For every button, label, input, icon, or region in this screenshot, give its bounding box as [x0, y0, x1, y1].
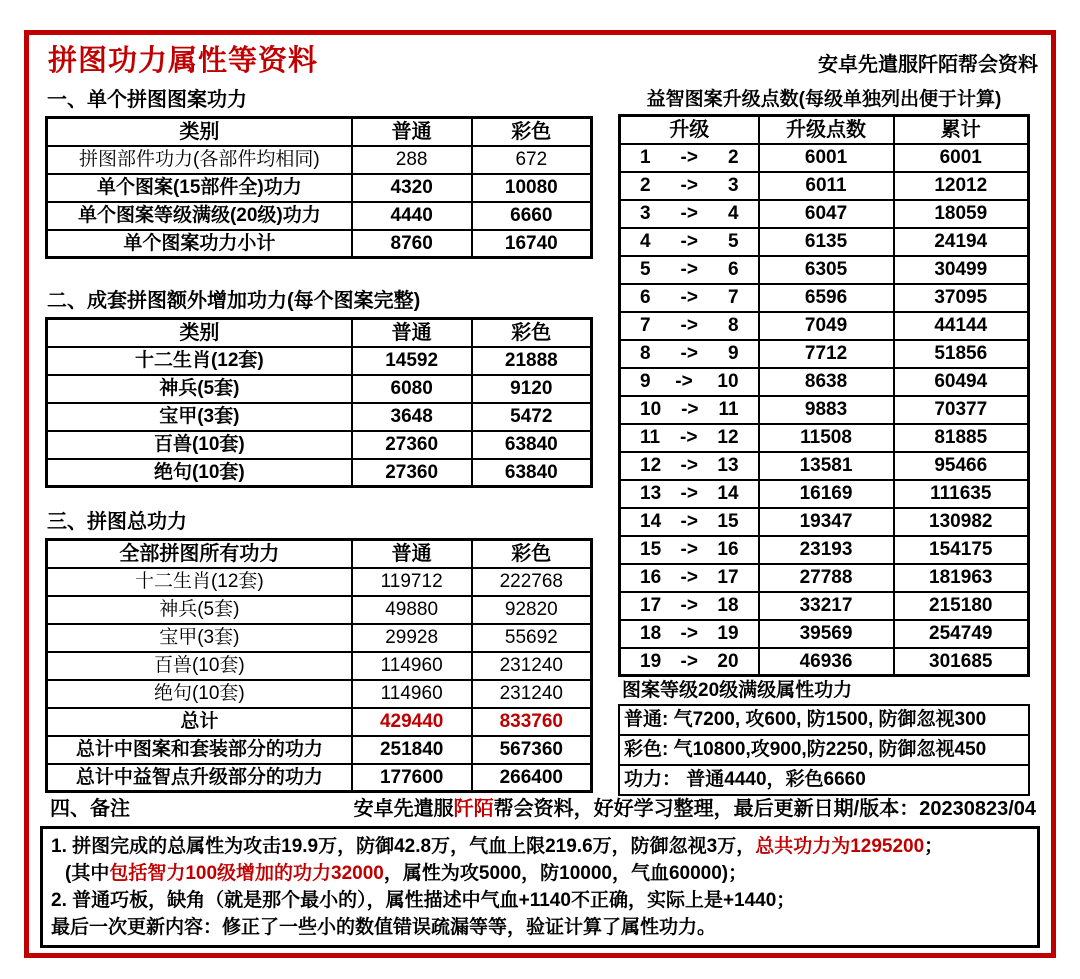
- table-cell: 4320: [352, 174, 472, 202]
- attr-row-color: 彩色: 气10800,攻900,防2250, 防御忽视450: [620, 736, 1028, 766]
- table-row: [620, 452, 1029, 480]
- table-cell: 3648: [352, 403, 472, 431]
- table-row: [47, 736, 592, 764]
- text-segment: ；: [924, 836, 944, 857]
- text-segment: (其中: [65, 863, 110, 884]
- source-label: 安卓先遣服阡陌帮会资料: [818, 54, 1038, 76]
- column-header: 彩色: [472, 540, 592, 568]
- level-value: 11: [640, 427, 661, 448]
- section4-heading: 四、备注: [50, 798, 130, 820]
- level-value: 19: [717, 623, 739, 644]
- upgrade-range: [623, 568, 756, 587]
- table-row: [47, 403, 592, 431]
- text-segment: 总共功力为1295200: [755, 836, 925, 857]
- table-row: [47, 680, 592, 708]
- right-column: [618, 88, 1030, 796]
- header-row: [47, 118, 592, 146]
- section1-heading: 一、单个拼图图案功力: [47, 89, 247, 111]
- table-row: [620, 564, 1029, 592]
- level-value: 20: [717, 650, 739, 672]
- table-cell: [620, 256, 759, 284]
- note-line-3: [51, 887, 1029, 914]
- table-cell: 215180: [894, 592, 1029, 620]
- table-row: [620, 536, 1029, 564]
- upgrade-range: [623, 232, 756, 251]
- table-row: [47, 624, 592, 652]
- table-row: [620, 256, 1029, 284]
- single-pattern-power-table: [45, 116, 593, 259]
- table-cell: 37095: [894, 284, 1029, 312]
- table-cell: 63840: [472, 431, 592, 459]
- table-cell: 12012: [894, 172, 1029, 200]
- table-cell: 绝句(10套): [47, 459, 352, 487]
- notes-meta-text: [354, 797, 1036, 821]
- table-cell: 5472: [472, 403, 592, 431]
- table-cell: [620, 340, 759, 368]
- table-cell: 宝甲(3套): [47, 624, 352, 652]
- column-header: 类别: [47, 118, 352, 146]
- table-row: [620, 620, 1029, 648]
- table-cell: [620, 424, 759, 452]
- table-cell: 宝甲(3套): [47, 403, 352, 431]
- note-line-4: [51, 914, 1029, 941]
- table-row: [47, 174, 592, 202]
- table-cell: 总计中益智点升级部分的功力: [47, 764, 352, 792]
- upgrade-range: [623, 204, 756, 223]
- table-cell: [620, 480, 759, 508]
- upgrade-range: [623, 596, 756, 615]
- table-cell: [620, 284, 759, 312]
- level-value: 13: [717, 455, 739, 476]
- table-cell: 130982: [894, 508, 1029, 536]
- level-value: 12: [640, 455, 662, 476]
- table-cell: 8638: [759, 368, 894, 396]
- table-cell: 14592: [352, 347, 472, 375]
- table-cell: 266400: [472, 764, 592, 792]
- upgrade-range: [623, 512, 756, 531]
- table-cell: 6001: [759, 144, 894, 172]
- table-cell: 119712: [352, 568, 472, 596]
- column-header: 普通: [352, 319, 472, 347]
- table-cell: [620, 396, 759, 424]
- table-cell: 23193: [759, 536, 894, 564]
- table-row: [620, 340, 1029, 368]
- table-cell: [620, 144, 759, 172]
- table-cell: 33217: [759, 592, 894, 620]
- table-cell: 单个图案(15部件全)功力: [47, 174, 352, 202]
- table-row: [47, 652, 592, 680]
- table-cell: 833760: [472, 708, 592, 736]
- level-value: 19: [640, 650, 662, 672]
- table-cell: 百兽(10套): [47, 652, 352, 680]
- level-value: 13: [640, 483, 662, 504]
- table-cell: 154175: [894, 536, 1029, 564]
- table-cell: 251840: [352, 736, 472, 764]
- level-value: 9: [727, 343, 739, 364]
- total-power-table: [45, 538, 593, 793]
- level-value: 16: [640, 567, 662, 588]
- column-header: 升级: [620, 116, 759, 144]
- header-row: [47, 319, 592, 347]
- table-cell: 288: [352, 146, 472, 174]
- table-cell: 9883: [759, 396, 894, 424]
- table-cell: 单个图案等级满级(20级)功力: [47, 202, 352, 230]
- table-cell: 6596: [759, 284, 894, 312]
- notes-section: [40, 797, 1040, 948]
- table-cell: 拼图部件功力(各部件均相同): [47, 146, 352, 174]
- section3-heading: 三、拼图总功力: [47, 511, 187, 533]
- table-cell: 十二生肖(12套): [47, 568, 352, 596]
- level-value: 15: [640, 539, 662, 560]
- table-cell: 6135: [759, 228, 894, 256]
- table-cell: 6011: [759, 172, 894, 200]
- table-cell: 18059: [894, 200, 1029, 228]
- page-title: 拼图功力属性等资料: [48, 45, 319, 77]
- arrow-glyph: ->: [680, 567, 698, 588]
- upgrade-range: [623, 428, 756, 447]
- table-cell: 6080: [352, 375, 472, 403]
- header-row: [620, 116, 1029, 144]
- level-value: 3: [727, 175, 739, 196]
- upgrade-range: [623, 316, 756, 335]
- table-cell: [620, 508, 759, 536]
- table-cell: 60494: [894, 368, 1029, 396]
- table-row: [47, 230, 592, 258]
- table-cell: 6305: [759, 256, 894, 284]
- upgrade-range: [623, 624, 756, 643]
- table-row: [47, 375, 592, 403]
- table-cell: [620, 648, 759, 676]
- table-row: [620, 508, 1029, 536]
- table-cell: [620, 564, 759, 592]
- level-value: 8: [640, 343, 651, 364]
- level-value: 2: [640, 175, 651, 196]
- max-level-label: 图案等级20级满级属性功力: [622, 680, 853, 701]
- table-cell: 绝句(10套): [47, 680, 352, 708]
- column-header: 彩色: [472, 118, 592, 146]
- table-cell: 十二生肖(12套): [47, 347, 352, 375]
- table-cell: 神兵(5套): [47, 375, 352, 403]
- table-cell: 70377: [894, 396, 1029, 424]
- table-row: [47, 431, 592, 459]
- text-segment: 2. 普通巧板，缺角（就是那个最小的），属性描述中气血+1140不正确，实际上是+1440；: [51, 890, 796, 911]
- arrow-glyph: ->: [680, 511, 698, 532]
- table-cell: 24194: [894, 228, 1029, 256]
- table-cell: [620, 172, 759, 200]
- table-row: [47, 146, 592, 174]
- table-row: [620, 480, 1029, 508]
- level-value: 12: [717, 427, 739, 448]
- table-cell: 231240: [472, 652, 592, 680]
- note-line-1: [51, 833, 1029, 860]
- table-row: [620, 200, 1029, 228]
- upgrade-range: [623, 344, 756, 363]
- table-cell: [620, 228, 759, 256]
- table-cell: 672: [472, 146, 592, 174]
- table-cell: 254749: [894, 620, 1029, 648]
- table-cell: 6047: [759, 200, 894, 228]
- table-cell: 429440: [352, 708, 472, 736]
- table-cell: 7049: [759, 312, 894, 340]
- level-value: 4: [640, 231, 651, 252]
- arrow-glyph: ->: [680, 539, 698, 560]
- upgrade-table-title: 益智图案升级点数(每级单独列出便于计算): [646, 89, 1002, 110]
- table-cell: 10080: [472, 174, 592, 202]
- table-cell: 27788: [759, 564, 894, 592]
- table-cell: 30499: [894, 256, 1029, 284]
- level-value: 11: [718, 399, 739, 420]
- table-row: [620, 648, 1029, 676]
- table-row: [47, 568, 592, 596]
- level-value: 10: [640, 399, 662, 420]
- table-cell: 7712: [759, 340, 894, 368]
- arrow-glyph: ->: [680, 343, 698, 364]
- table-cell: 13581: [759, 452, 894, 480]
- level-value: 8: [727, 315, 739, 336]
- table-cell: [620, 368, 759, 396]
- table-cell: 总计: [47, 708, 352, 736]
- column-header: 升级点数: [759, 116, 894, 144]
- level-value: 14: [717, 483, 739, 504]
- table-cell: 27360: [352, 459, 472, 487]
- level-value: 17: [717, 567, 739, 588]
- table-cell: 6660: [472, 202, 592, 230]
- table-cell: 27360: [352, 431, 472, 459]
- arrow-glyph: ->: [680, 623, 698, 644]
- upgrade-range: [623, 400, 756, 419]
- level-value: 4: [727, 203, 739, 224]
- arrow-glyph: ->: [675, 371, 693, 392]
- arrow-glyph: ->: [681, 399, 699, 420]
- level-value: 3: [640, 203, 651, 224]
- table-row: [620, 228, 1029, 256]
- column-header: 彩色: [472, 319, 592, 347]
- upgrade-range: [623, 456, 756, 475]
- level-value: 16: [717, 539, 739, 560]
- table-cell: 19347: [759, 508, 894, 536]
- table-row: [47, 708, 592, 736]
- table-row: [47, 459, 592, 487]
- table-cell: 114960: [352, 652, 472, 680]
- upgrade-range: [623, 652, 756, 671]
- table-row: [47, 764, 592, 792]
- notes-box: [40, 826, 1040, 948]
- max-level-attributes-box: [618, 704, 1030, 796]
- level-value: 7: [727, 287, 739, 308]
- table-row: [620, 284, 1029, 312]
- table-cell: [620, 620, 759, 648]
- column-header: 全部拼图所有功力: [47, 540, 352, 568]
- text-segment: 包括智力100级增加的功力32000: [109, 863, 384, 884]
- text-segment: 阡陌: [453, 798, 494, 820]
- table-cell: 4440: [352, 202, 472, 230]
- table-cell: 11508: [759, 424, 894, 452]
- text-segment: 1. 拼图完成的总属性为攻击19.9万，防御42.8万，气血上限219.6万，防御忽视3万，: [51, 836, 756, 857]
- table-cell: 46936: [759, 648, 894, 676]
- attr-row-power: 功力： 普通4440，彩色6660: [624, 769, 866, 790]
- level-value: 6: [640, 287, 651, 308]
- level-value: 15: [717, 511, 739, 532]
- table-row: [620, 144, 1029, 172]
- level-value: 7: [640, 315, 651, 336]
- arrow-glyph: ->: [680, 287, 698, 308]
- arrow-glyph: ->: [680, 175, 698, 196]
- table-cell: 63840: [472, 459, 592, 487]
- arrow-glyph: ->: [680, 650, 698, 672]
- table-cell: 8760: [352, 230, 472, 258]
- arrow-glyph: ->: [680, 595, 698, 616]
- table-cell: 81885: [894, 424, 1029, 452]
- table-row: [620, 312, 1029, 340]
- level-value: 6: [727, 259, 739, 280]
- table-cell: [620, 592, 759, 620]
- text-segment: 安卓先遣服: [353, 798, 454, 820]
- table-cell: [620, 200, 759, 228]
- table-cell: 9120: [472, 375, 592, 403]
- table-cell: [620, 536, 759, 564]
- table-cell: 总计中图案和套装部分的功力: [47, 736, 352, 764]
- table-cell: 百兽(10套): [47, 431, 352, 459]
- arrow-glyph: ->: [680, 427, 698, 448]
- attr-row-normal: 普通: 气7200, 攻600, 防1500, 防御忽视300: [620, 706, 1028, 736]
- table-cell: 231240: [472, 680, 592, 708]
- table-row: [47, 596, 592, 624]
- table-cell: 39569: [759, 620, 894, 648]
- upgrade-range: [623, 288, 756, 307]
- level-value: 14: [640, 511, 662, 532]
- table-cell: 49880: [352, 596, 472, 624]
- upgrade-range: [623, 372, 756, 391]
- set-bonus-power-table: [45, 317, 593, 488]
- table-cell: 单个图案功力小计: [47, 230, 352, 258]
- upgrade-points-table: [618, 114, 1030, 677]
- table-row: [620, 172, 1029, 200]
- upgrade-range: [623, 484, 756, 503]
- table-cell: 95466: [894, 452, 1029, 480]
- arrow-glyph: ->: [680, 147, 698, 168]
- arrow-glyph: ->: [680, 455, 698, 476]
- table-cell: 29928: [352, 624, 472, 652]
- text-segment: ，属性为攻5000，防10000，气血60000)；: [383, 863, 748, 884]
- header-row: [47, 540, 592, 568]
- table-cell: 44144: [894, 312, 1029, 340]
- arrow-glyph: ->: [680, 315, 698, 336]
- note-line-2: [51, 860, 1029, 887]
- left-column: [45, 88, 593, 793]
- table-row: [620, 592, 1029, 620]
- text-segment: 帮会资料，好好学习整理，最后更新日期/版本：20230823/04: [493, 798, 1036, 820]
- table-cell: 177600: [352, 764, 472, 792]
- level-value: 2: [727, 147, 739, 168]
- column-header: 普通: [352, 118, 472, 146]
- table-cell: 222768: [472, 568, 592, 596]
- column-header: 普通: [352, 540, 472, 568]
- table-cell: 16740: [472, 230, 592, 258]
- table-cell: 16169: [759, 480, 894, 508]
- level-value: 18: [640, 623, 662, 644]
- arrow-glyph: ->: [680, 483, 698, 504]
- upgrade-range: [623, 148, 756, 167]
- table-cell: 21888: [472, 347, 592, 375]
- level-value: 1: [640, 147, 651, 168]
- notes-header-line: [40, 797, 1040, 821]
- upgrade-range: [623, 176, 756, 195]
- level-value: 9: [640, 371, 651, 392]
- level-value: 17: [640, 595, 662, 616]
- arrow-glyph: ->: [680, 203, 698, 224]
- level-value: 18: [717, 595, 739, 616]
- section2-heading: 二、成套拼图额外增加功力(每个图案完整): [47, 290, 421, 312]
- upgrade-range: [623, 260, 756, 279]
- table-cell: 181963: [894, 564, 1029, 592]
- table-row: [620, 396, 1029, 424]
- table-row: [620, 368, 1029, 396]
- table-cell: 114960: [352, 680, 472, 708]
- level-value: 5: [727, 231, 739, 252]
- table-cell: 92820: [472, 596, 592, 624]
- table-cell: 567360: [472, 736, 592, 764]
- column-header: 累计: [894, 116, 1029, 144]
- table-cell: [620, 312, 759, 340]
- table-cell: 神兵(5套): [47, 596, 352, 624]
- column-header: 类别: [47, 319, 352, 347]
- arrow-glyph: ->: [680, 259, 698, 280]
- table-cell: [620, 452, 759, 480]
- level-value: 10: [717, 371, 739, 392]
- table-cell: 111635: [894, 480, 1029, 508]
- table-row: [47, 202, 592, 230]
- arrow-glyph: ->: [680, 231, 698, 252]
- table-cell: 55692: [472, 624, 592, 652]
- table-cell: 6001: [894, 144, 1029, 172]
- table-row: [47, 347, 592, 375]
- upgrade-range: [623, 540, 756, 559]
- text-segment: 最后一次更新内容：修正了一些小的数值错误疏漏等等，验证计算了属性功力。: [51, 917, 717, 938]
- table-cell: 51856: [894, 340, 1029, 368]
- table-cell: 301685: [894, 648, 1029, 676]
- table-row: [620, 424, 1029, 452]
- level-value: 5: [640, 259, 651, 280]
